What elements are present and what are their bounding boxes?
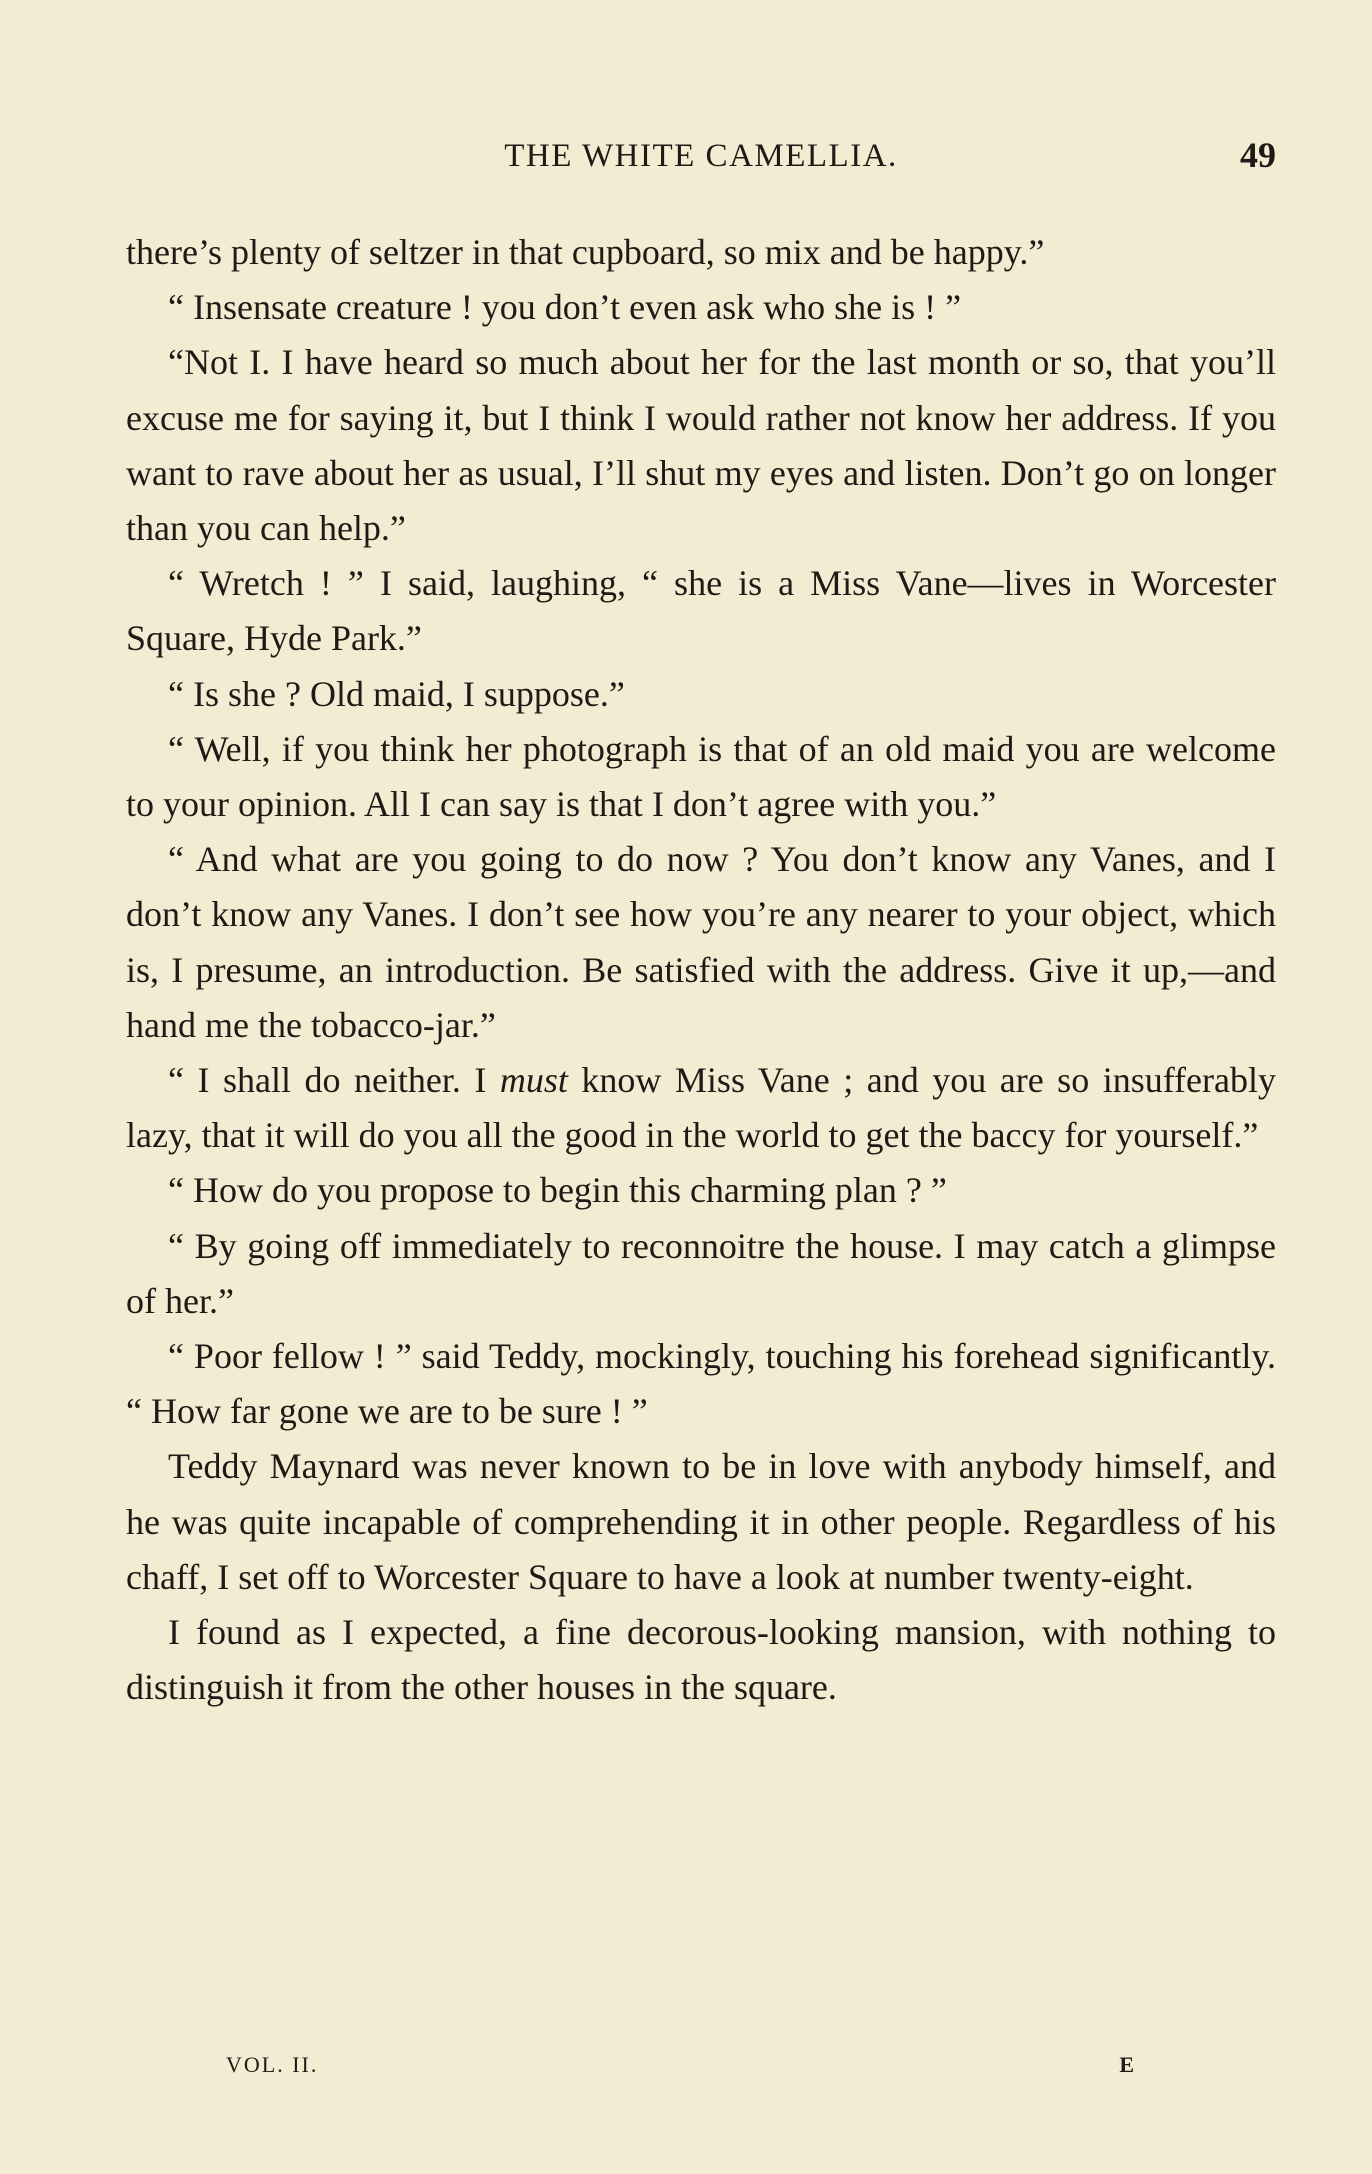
running-title: THE WHITE CAMELLIA. [504,138,898,174]
paragraph-text: “ I shall do neither. I [168,1060,500,1101]
paragraph: Teddy Maynard was never known to be in love with anybody himself, and he was quite incapable of comprehending it in other people. Regardless of his chaff, I set off to Worcester Square to have a look at number twenty-eight. [126,1446,1276,1597]
page-header [126,134,1276,184]
page-number: 49 [1240,135,1276,175]
paragraph: “Not I. I have heard so much about her for the last month or so, that you’ll excuse me for saying it, but I think I would rather not know her address. If you want to rave about her as usual, I’ll shut my eyes and listen. Don’t go on longer than you can help.” [126,342,1276,549]
volume-mark: VOL. II. [226,2052,319,2077]
paragraph: “ Is she ? Old maid, I suppose.” [168,673,625,714]
emphasis-text: must [499,1060,568,1101]
paragraph: “ How do you propose to begin this charming plan ? ” [168,1170,947,1211]
paragraph: “ Well, if you think her photograph is that of an old maid you are welcome to your opinion. All I can say is that I don’t agree with you.” [126,728,1276,825]
paragraph: “ And what are you going to do now ? You don’t know any Vanes, and I don’t know any Vanes. I don’t see how you’re any nearer to your object, which is, I presume, an introduction. Be satisfied with the address. Give it up,—and hand me the tobacco-jar.” [126,839,1276,1045]
page-footer [226,2052,1136,2082]
paragraph-with-emphasis [126,1053,1276,1163]
signature-mark: E [1119,2052,1136,2077]
paragraph: I found as I expected, a fine decorous-looking mansion, with nothing to distinguish it from the other houses in the square. [126,1612,1276,1708]
paragraph: “ Poor fellow ! ” said Teddy, mockingly, touching his forehead significantly. “ How far gone we are to be sure ! ” [126,1336,1276,1432]
body-text [126,225,1276,1715]
paragraph: “ Wretch ! ” I said, laughing, “ she is a Miss Vane—lives in Worcester Square, Hyde Park.” [126,563,1276,659]
paragraph: “ By going off immediately to reconnoitre the house. I may catch a glimpse of her.” [126,1225,1276,1321]
paragraph: “ Insensate creature ! you don’t even ask who she is ! ” [168,287,962,328]
paragraph: there’s plenty of seltzer in that cupboard, so mix and be happy.” [126,232,1045,272]
paragraph-text: know Miss Vane ; and you are so insufferably lazy, that it will do you all the good in the world to get the baccy for yourself.” [126,1060,1276,1156]
